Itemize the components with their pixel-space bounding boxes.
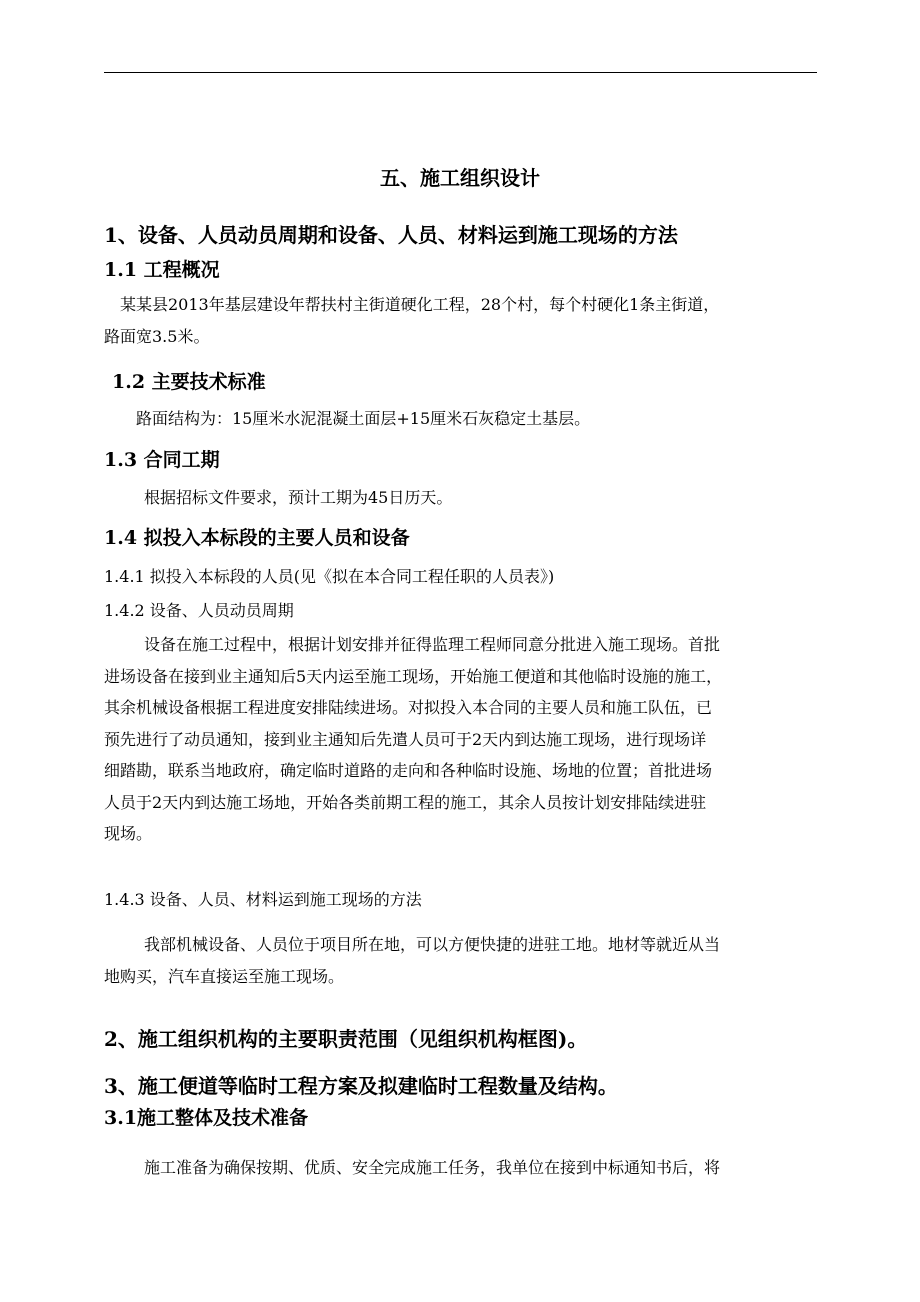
paragraph-1-4-2 [104, 629, 816, 850]
section-heading-1: 1、设备、人员动员周期和设备、人员、材料运到施工现场的方法 [104, 223, 678, 247]
text-line: 进场设备在接到业主通知后5天内运至施工现场，开始施工便道和其他临时设施的施工， [104, 666, 723, 686]
text-line: 其余机械设备根据工程进度安排陆续进场。对拟投入本合同的主要人员和施工队伍，已 [104, 698, 713, 717]
text-line: 人员于2天内到达施工场地，开始各类前期工程的施工，其余人员按计划安排陆续进驻 [104, 792, 707, 812]
text-line: 预先进行了动员通知，接到业主通知后先遣人员可于2天内到达施工现场，进行现场详 [104, 729, 707, 749]
text-line: 某某县2013年基层建设年帮扶村主街道硬化工程，28个村，每个村硬化1条主街道， [120, 295, 720, 314]
paragraph-3-1: 施工准备为确保按期、优质、安全完成施工任务，我单位在接到中标通知书后，将 [144, 1158, 721, 1177]
section-heading-1-4-3: 1.4.3 设备、人员、材料运到施工现场的方法 [104, 890, 422, 909]
paragraph-1-4-3 [104, 929, 816, 992]
section-heading-2: 2、施工组织机构的主要职责范围（见组织机构框图)。 [104, 1027, 588, 1051]
paragraph-1-3: 根据招标文件要求，预计工期为45日历天。 [144, 488, 453, 507]
page-title: 五、施工组织设计 [380, 166, 540, 190]
section-heading-1-4-1: 1.4.1 拟投入本标段的人员(见《拟在本合同工程任职的人员表》) [104, 567, 555, 586]
text-line: 现场。 [104, 824, 153, 843]
section-heading-3: 3、施工便道等临时工程方案及拟建临时工程数量及结构。 [104, 1074, 618, 1098]
section-heading-1-4: 1.4 拟投入本标段的主要人员和设备 [104, 527, 410, 549]
text-line: 地购买，汽车直接运至施工现场。 [104, 966, 345, 986]
text-line: 路面宽3.5米。 [104, 326, 210, 346]
text-line: 我部机械设备、人员位于项目所在地，可以方便快捷的进驻工地。地材等就近从当 [144, 935, 721, 954]
section-heading-1-4-2: 1.4.2 设备、人员动员周期 [104, 601, 294, 620]
section-heading-1-3: 1.3 合同工期 [104, 449, 220, 471]
text-line: 细踏勘，联系当地政府，确定临时道路的走向和各种临时设施、场地的位置；首批进场 [104, 761, 713, 780]
paragraph-1-1 [104, 289, 816, 352]
section-heading-1-2: 1.2 主要技术标准 [112, 371, 266, 393]
section-heading-1-1: 1.1 工程概况 [104, 259, 220, 281]
section-heading-3-1: 3.1施工整体及技术准备 [104, 1107, 309, 1129]
paragraph-1-2: 路面结构为：15厘米水泥混凝土面层+15厘米石灰稳定土基层。 [136, 409, 591, 428]
text-line: 设备在施工过程中，根据计划安排并征得监理工程师同意分批进入施工现场。首批 [144, 635, 721, 654]
header-rule [104, 72, 817, 73]
